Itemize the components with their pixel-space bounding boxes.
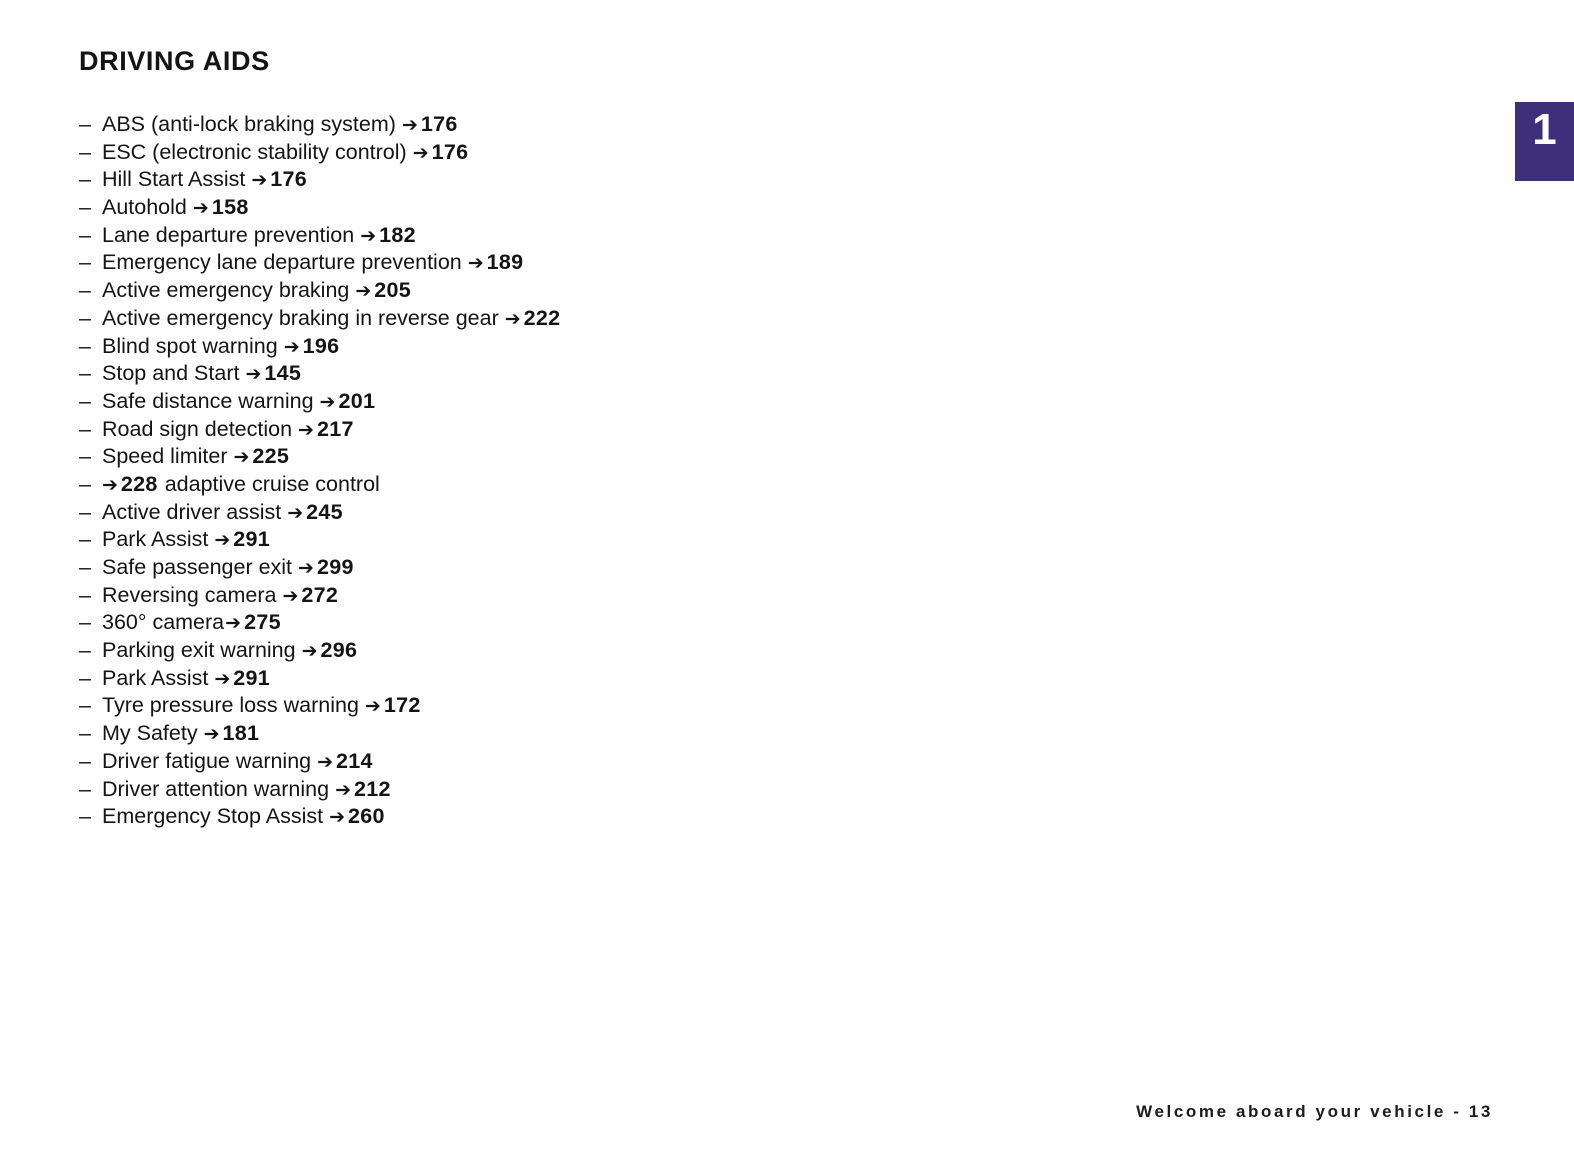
chapter-tab: 1 (1515, 102, 1574, 181)
item-label: Blind spot warning (102, 333, 278, 358)
list-item (79, 139, 560, 167)
arrow-icon: ➔ (412, 141, 429, 164)
item-label: Safe passenger exit (102, 555, 293, 579)
dash-bullet: – (79, 748, 91, 773)
page-number: 172 (383, 693, 421, 718)
arrow-icon: ➔ (102, 473, 118, 496)
arrow-icon: ➔ (203, 723, 220, 746)
page-number: 145 (264, 361, 302, 386)
arrow-icon: ➔ (245, 363, 262, 386)
item-label: adaptive cruise control (164, 471, 380, 496)
page-number: 201 (338, 388, 376, 413)
page-number: 176 (420, 112, 458, 136)
arrow-icon: ➔ (335, 778, 351, 801)
dash-bullet: – (79, 333, 91, 358)
item-label: ABS (anti-lock braking system) (102, 112, 396, 136)
arrow-icon: ➔ (225, 612, 242, 635)
item-label: Autohold (102, 195, 187, 220)
item-label: Driver fatigue warning (102, 748, 312, 773)
list-item (79, 609, 560, 637)
page-number: 291 (233, 527, 271, 552)
dash-bullet: – (79, 527, 91, 552)
list-item (79, 471, 560, 499)
item-label: ESC (electronic stability control) (102, 139, 407, 164)
arrow-icon: ➔ (282, 584, 299, 607)
list-item (79, 499, 560, 527)
dash-bullet: – (79, 693, 91, 718)
dash-bullet: – (79, 582, 91, 607)
page-number: 245 (306, 499, 343, 524)
item-label: Driver attention warning (102, 776, 330, 801)
dash-bullet: – (79, 499, 91, 524)
page-number: 291 (233, 665, 271, 690)
item-label: Lane departure prevention (102, 222, 355, 247)
arrow-icon: ➔ (317, 750, 334, 773)
item-label: Emergency Stop Assist (102, 804, 324, 829)
list-item (79, 665, 560, 693)
list-item (79, 637, 560, 665)
dash-bullet: – (79, 638, 91, 663)
item-label: Park Assist (102, 527, 209, 552)
arrow-icon: ➔ (298, 557, 314, 579)
arrow-icon: ➔ (504, 307, 521, 330)
item-label: Park Assist (102, 665, 209, 690)
list-item (79, 803, 560, 831)
page-number: 217 (316, 416, 354, 441)
list-item (79, 305, 560, 333)
page-number: 196 (302, 333, 340, 358)
list-item (79, 720, 560, 748)
item-label: Speed limiter (102, 444, 228, 469)
list-item (79, 582, 560, 610)
item-label: Tyre pressure loss warning (102, 693, 359, 718)
list-item (79, 443, 560, 471)
item-label: Active emergency braking in reverse gear (102, 305, 499, 330)
dash-bullet: – (79, 305, 91, 330)
page-number: 176 (270, 167, 308, 192)
page-number: 181 (222, 721, 260, 746)
dash-bullet: – (79, 388, 91, 413)
dash-bullet: – (79, 804, 91, 829)
arrow-icon: ➔ (401, 114, 418, 136)
item-label: Active driver assist (102, 499, 282, 524)
dash-bullet: – (79, 167, 91, 192)
dash-bullet: – (79, 776, 91, 801)
dash-bullet: – (79, 361, 91, 386)
page-number: 228 (120, 471, 158, 496)
page-number: 158 (211, 195, 249, 220)
arrow-icon: ➔ (214, 529, 231, 552)
item-label: Parking exit warning (102, 638, 296, 663)
list-item (79, 249, 560, 277)
list-item (79, 222, 560, 250)
arrow-icon: ➔ (192, 197, 209, 220)
page-number: 212 (353, 776, 391, 801)
item-label: Reversing camera (102, 582, 277, 607)
driving-aids-list (79, 111, 560, 831)
page-title: DRIVING AIDS (79, 46, 270, 76)
list-item (79, 776, 560, 804)
arrow-icon: ➔ (355, 280, 372, 303)
page-number: 205 (374, 278, 412, 303)
arrow-icon: ➔ (283, 335, 300, 358)
dash-bullet: – (79, 665, 91, 690)
dash-bullet: – (79, 112, 91, 136)
arrow-icon: ➔ (251, 169, 268, 192)
page-number: 182 (379, 222, 416, 247)
arrow-icon: ➔ (298, 418, 314, 441)
arrow-icon: ➔ (301, 640, 318, 663)
item-label: My Safety (102, 721, 198, 746)
item-label: Road sign detection (102, 416, 293, 441)
list-item (79, 748, 560, 776)
page-number: 176 (431, 139, 469, 164)
list-item (79, 194, 560, 222)
list-item (79, 111, 560, 139)
item-label: 360° camera (102, 610, 225, 635)
list-item (79, 416, 560, 444)
list-item (79, 277, 560, 305)
page-number: 225 (252, 444, 290, 469)
dash-bullet: – (79, 278, 91, 303)
list-item (79, 360, 560, 388)
page-number: 214 (336, 748, 373, 773)
footer-text: Welcome aboard your vehicle - 13 (1136, 1102, 1493, 1121)
dash-bullet: – (79, 444, 91, 469)
page-number: 222 (523, 305, 561, 330)
arrow-icon: ➔ (329, 806, 345, 829)
dash-bullet: – (79, 555, 91, 579)
item-label: Hill Start Assist (102, 167, 246, 192)
list-item (79, 333, 560, 361)
dash-bullet: – (79, 721, 91, 746)
item-label: Stop and Start (102, 361, 240, 386)
dash-bullet: – (79, 250, 91, 275)
dash-bullet: – (79, 195, 91, 220)
arrow-icon: ➔ (360, 224, 377, 247)
dash-bullet: – (79, 471, 91, 496)
arrow-icon: ➔ (467, 252, 484, 275)
dash-bullet: – (79, 222, 91, 247)
item-label: Active emergency braking (102, 278, 350, 303)
list-item (79, 692, 560, 720)
arrow-icon: ➔ (364, 695, 381, 718)
page-number: 299 (316, 555, 354, 579)
list-item (79, 554, 560, 582)
page-number: 296 (320, 638, 358, 663)
list-item (79, 388, 560, 416)
page-number: 272 (301, 582, 339, 607)
list-item (79, 166, 560, 194)
page-number: 260 (348, 804, 385, 829)
page-number: 189 (486, 250, 524, 275)
dash-bullet: – (79, 416, 91, 441)
arrow-icon: ➔ (319, 390, 336, 413)
arrow-icon: ➔ (233, 446, 250, 469)
list-item (79, 526, 560, 554)
page-number: 275 (244, 610, 281, 635)
arrow-icon: ➔ (287, 501, 304, 524)
dash-bullet: – (79, 610, 91, 635)
item-label: Safe distance warning (102, 388, 314, 413)
dash-bullet: – (79, 139, 91, 164)
item-label: Emergency lane departure prevention (102, 250, 462, 275)
arrow-icon: ➔ (214, 667, 231, 690)
